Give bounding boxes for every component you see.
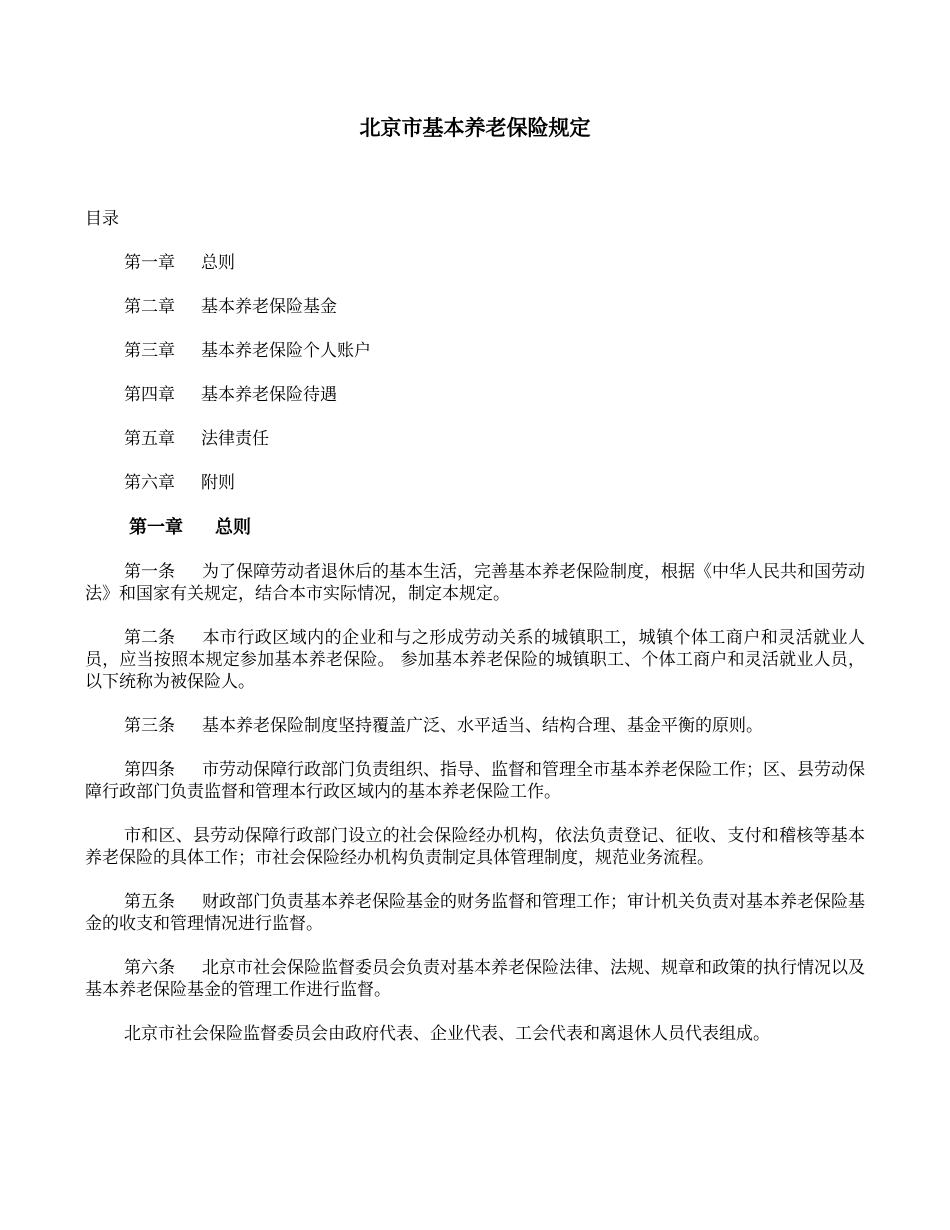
article-number: 第六条	[124, 958, 175, 978]
toc-item	[124, 383, 371, 427]
document-title: 北京市基本养老保险规定	[359, 115, 591, 140]
toc-item-label: 基本养老保险个人账户	[201, 341, 371, 361]
toc-item-number: 第一章	[124, 253, 175, 273]
chapter-heading	[129, 515, 251, 541]
article-text: 基本养老保险制度坚持覆盖广泛、水平适当、结构合理、基金平衡的原则。	[202, 716, 763, 736]
toc-item-label: 基本养老保险待遇	[201, 385, 337, 405]
article-paragraph	[85, 957, 865, 1001]
article-text: 财政部门负责基本养老保险基金的财务监督和管理工作；审计机关负责对基本养老保险基金的收支和管理情况进行监督。	[85, 892, 865, 934]
article-paragraph	[85, 627, 865, 693]
chapter-title: 总则	[215, 517, 251, 538]
article-text: 本市行政区域内的企业和与之形成劳动关系的城镇职工，城镇个体工商户和灵活就业人员，应当按照本规定参加基本养老保险。 参加基本养老保险的城镇职工、个体工商户和灵活就业人员，以下统称为被保险人。	[85, 628, 865, 692]
article-number: 第四条	[124, 760, 175, 780]
article-paragraph	[85, 1023, 865, 1045]
toc-item	[124, 427, 371, 471]
article-number: 第一条	[124, 562, 175, 582]
toc-item	[124, 471, 371, 515]
article-number: 第二条	[124, 628, 175, 648]
toc-item-number: 第六章	[124, 473, 175, 493]
article-number: 第三条	[124, 716, 175, 736]
article-number: 第五条	[124, 892, 175, 912]
article-paragraph	[85, 759, 865, 803]
chapter-body	[85, 561, 865, 1067]
toc-item-label: 总则	[201, 253, 235, 273]
toc-item-number: 第三章	[124, 341, 175, 361]
table-of-contents	[124, 251, 371, 515]
toc-heading: 目录	[85, 209, 119, 229]
article-paragraph	[85, 891, 865, 935]
toc-item-label: 附则	[201, 473, 235, 493]
toc-item	[124, 295, 371, 339]
article-text: 为了保障劳动者退休后的基本生活，完善基本养老保险制度，根据《中华人民共和国劳动法》和国家有关规定，结合本市实际情况，制定本规定。	[85, 562, 865, 604]
chapter-number: 第一章	[129, 517, 183, 538]
article-paragraph	[85, 715, 865, 737]
article-text: 北京市社会保险监督委员会由政府代表、企业代表、工会代表和离退休人员代表组成。	[124, 1024, 770, 1044]
article-text: 市劳动保障行政部门负责组织、指导、监督和管理全市基本养老保险工作；区、县劳动保障行政部门负责监督和管理本行政区域内的基本养老保险工作。	[85, 760, 865, 802]
article-paragraph	[85, 561, 865, 605]
toc-item-number: 第二章	[124, 297, 175, 317]
toc-item-label: 法律责任	[201, 429, 269, 449]
toc-item	[124, 251, 371, 295]
article-text: 北京市社会保险监督委员会负责对基本养老保险法律、法规、规章和政策的执行情况以及基本养老保险基金的管理工作进行监督。	[85, 958, 865, 1000]
toc-item-number: 第四章	[124, 385, 175, 405]
article-text: 市和区、县劳动保障行政部门设立的社会保险经办机构，依法负责登记、征收、支付和稽核等基本养老保险的具体工作；市社会保险经办机构负责制定具体管理制度，规范业务流程。	[85, 826, 865, 868]
toc-item-label: 基本养老保险基金	[201, 297, 337, 317]
toc-item-number: 第五章	[124, 429, 175, 449]
toc-item	[124, 339, 371, 383]
article-paragraph	[85, 825, 865, 869]
